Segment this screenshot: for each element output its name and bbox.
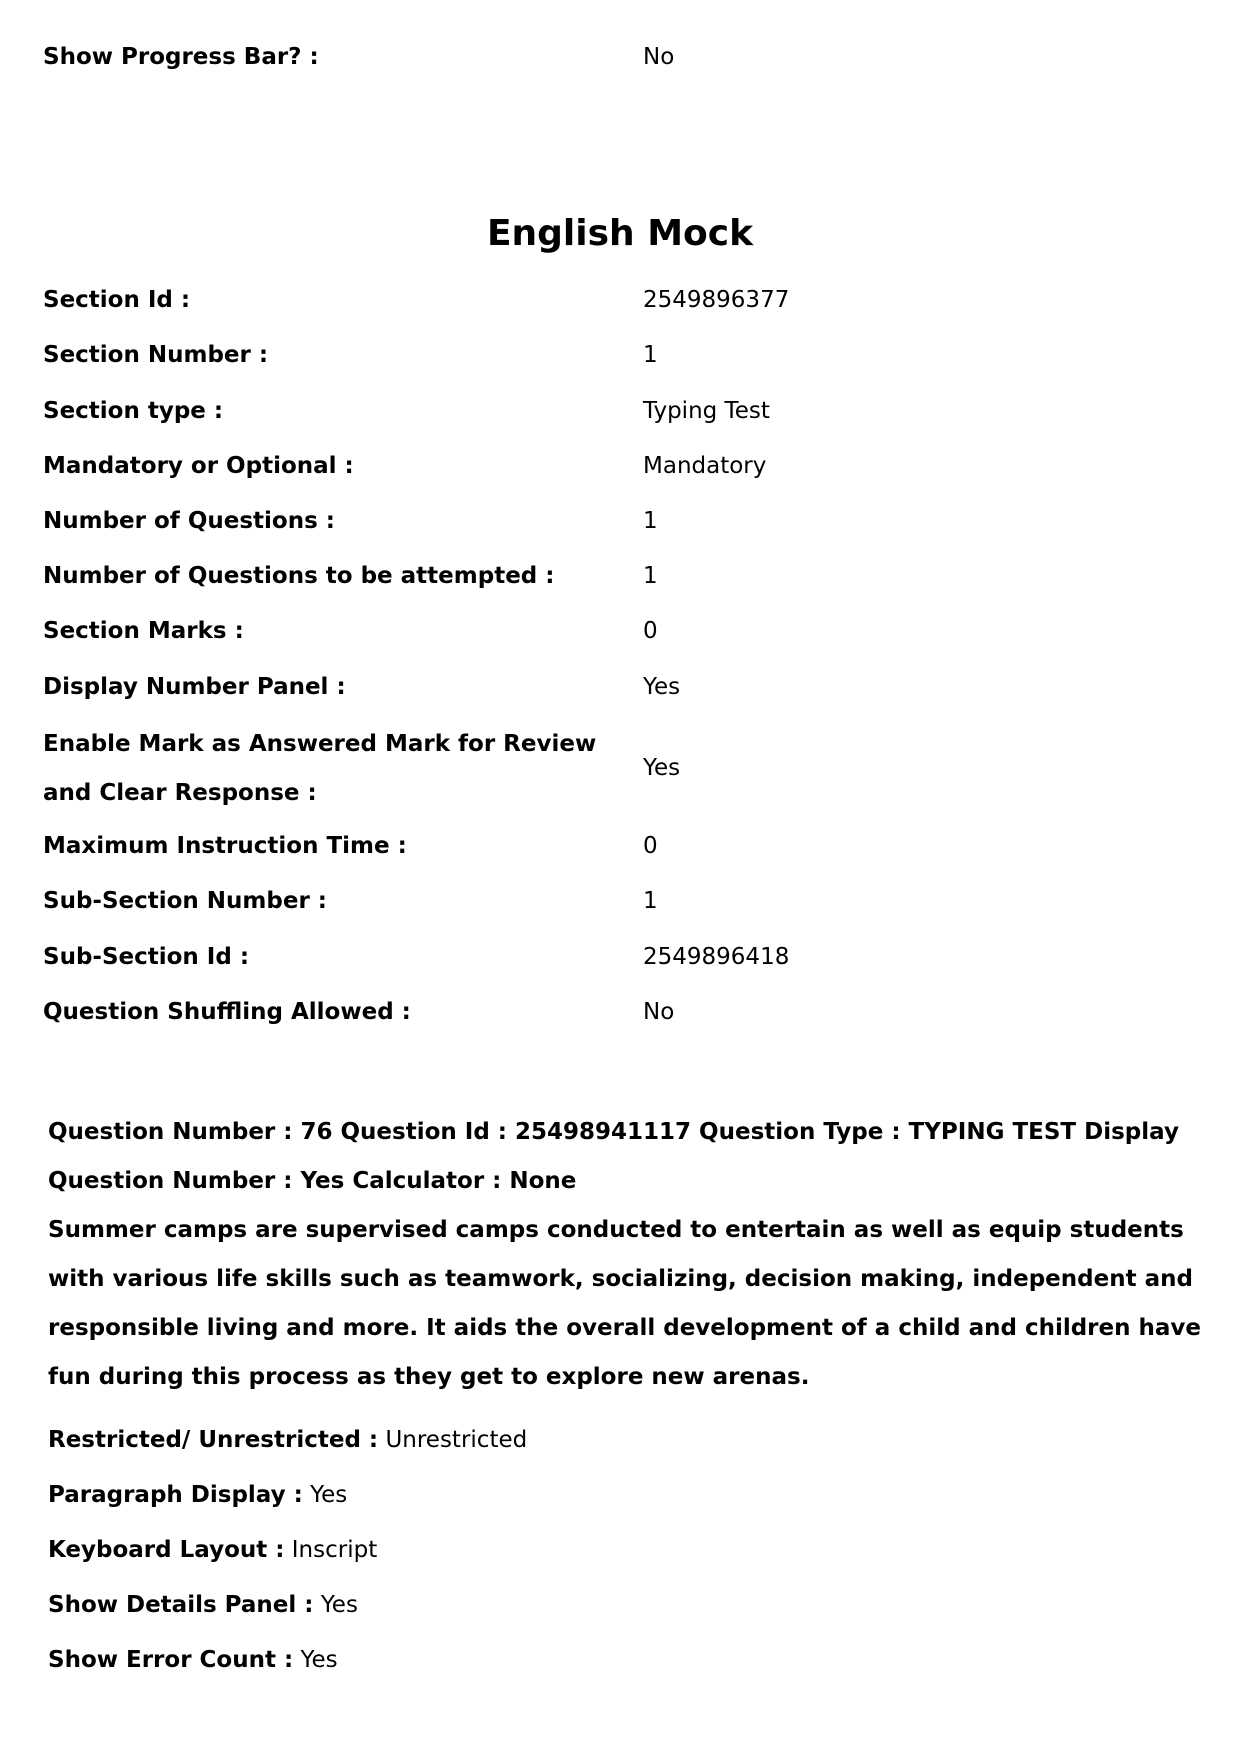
field-label: Sub-Section Id : [43,944,250,970]
field-value: Typing Test [643,398,770,424]
section-type-row [43,391,1193,431]
paragraph-display-row [48,1475,347,1515]
section-title: English Mock [486,213,754,254]
show-details-panel-row [48,1585,358,1625]
field-label: Section type : [43,398,224,424]
field-value: 0 [643,833,658,859]
meta-label: Show Details Panel : [48,1592,314,1618]
field-value: Mandatory [643,453,767,479]
meta-label: Keyboard Layout : [48,1537,285,1563]
section-marks-row [43,611,1193,651]
field-value: 2549896377 [643,287,790,313]
display-number-panel-row [43,667,1193,707]
keyboard-layout-row [48,1530,377,1570]
field-value: 1 [643,888,658,914]
question-passage: Summer camps are supervised camps conducted to entertain as well as equip students with various life skills such as teamwork, socializing, decision making, independent and responsible living and more. It aids the overall development of a child and children have fun during this process as they get to explore new arenas. [48,1217,1201,1390]
show-error-count-row [48,1640,338,1680]
meta-value: Unrestricted [385,1427,528,1453]
question-header: Question Number : 76 Question Id : 25498941117 Question Type : TYPING TEST Display Question Number : Yes Calculator : None [48,1119,1179,1194]
field-label: Number of Questions to be attempted : [43,563,555,589]
field-label: Mandatory or Optional : [43,453,354,479]
field-label: Section Id : [43,287,191,313]
field-value: Yes [643,755,681,781]
questions-to-attempt-row [43,556,1193,596]
field-value: No [643,999,675,1025]
mandatory-row [43,446,1193,486]
field-value: 1 [643,342,658,368]
max-instruction-time-row [43,826,1193,866]
field-label: Section Number : [43,342,269,368]
meta-value: Yes [320,1592,358,1618]
progress-bar-setting-row [43,37,1193,77]
meta-label: Show Error Count : [48,1647,294,1673]
section-number-row [43,335,1193,375]
field-label: Display Number Panel : [43,674,346,700]
question-shuffling-row [43,992,1193,1032]
meta-value: Inscript [291,1537,378,1563]
sub-section-number-row [43,881,1193,921]
field-value: Yes [643,674,681,700]
field-value: 0 [643,618,658,644]
field-value: 2549896418 [643,944,790,970]
section-id-row [43,280,1193,320]
sub-section-id-row [43,937,1193,977]
field-label: Show Progress Bar? : [43,44,319,70]
meta-value: Yes [300,1647,338,1673]
field-value: No [643,44,675,70]
field-label: Sub-Section Number : [43,888,328,914]
mark-for-review-row [43,720,1193,820]
meta-value: Yes [310,1482,348,1508]
field-value: 1 [643,563,658,589]
restricted-row [48,1420,527,1460]
number-of-questions-row [43,501,1193,541]
field-label: Enable Mark as Answered Mark for Review and Clear Response : [43,731,597,806]
meta-label: Restricted/ Unrestricted : [48,1427,379,1453]
field-label: Maximum Instruction Time : [43,833,407,859]
meta-label: Paragraph Display : [48,1482,303,1508]
field-value: 1 [643,508,658,534]
field-label: Number of Questions : [43,508,335,534]
field-label: Question Shuffling Allowed : [43,999,411,1025]
field-label: Section Marks : [43,618,244,644]
